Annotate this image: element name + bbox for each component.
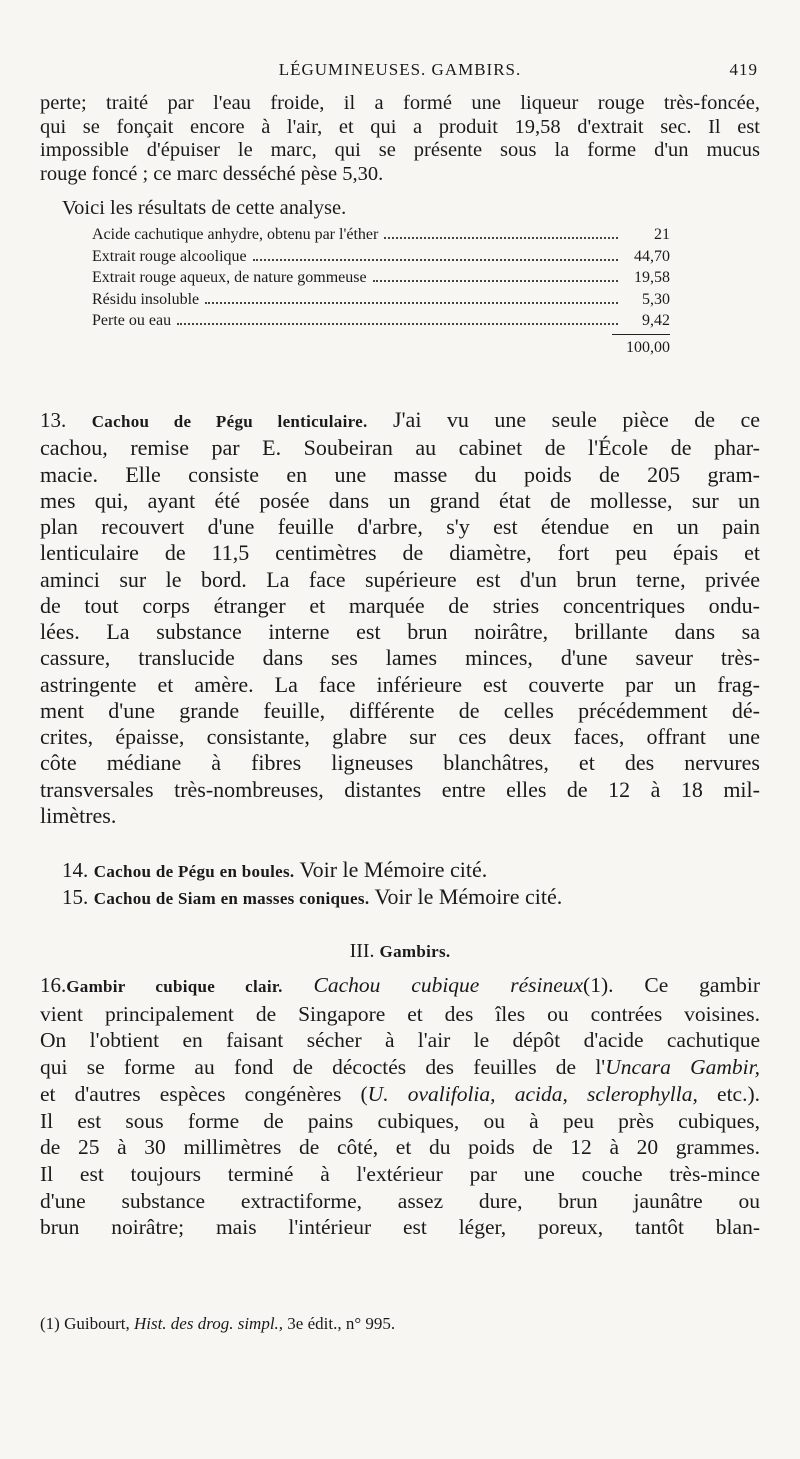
text-line: perte; traité par l'eau froide, il a formé une liqueur rouge très-foncée,	[40, 92, 760, 114]
section-14	[62, 858, 760, 884]
page-number: 419	[729, 60, 758, 79]
part-numeral: III.	[349, 940, 375, 962]
section-number: 15.	[62, 885, 89, 909]
section-title: Cachou de Siam en masses coniques.	[93, 889, 370, 908]
text-fragment: J'ai vu une seule pièce de ce	[393, 407, 760, 432]
section-number: 16.	[40, 973, 67, 997]
row-value: 9,42	[642, 312, 670, 329]
text-line: astringente et amère. La face inférieure est couverte par un frag-	[40, 671, 760, 697]
text-line: On l'obtient en faisant sécher à l'air le dépôt d'acide cachutique	[40, 1028, 760, 1053]
species-list: U. ovalifolia, acida, sclerophylla,	[367, 1081, 698, 1106]
text-line: rouge foncé ; ce marc desséché pèse 5,30.	[40, 162, 384, 185]
text-line: cassure, translucide dans ses lames minces, d'une saveur très-	[40, 645, 760, 671]
text-line: Il est toujours terminé à l'extérieur par une couche très-mince	[40, 1161, 760, 1186]
species-name: Uncara Gambir,	[605, 1055, 760, 1080]
part-title: Gambirs.	[379, 942, 451, 961]
text-line: brun noirâtre; mais l'intérieur est léger, poreux, tantôt blan-	[40, 1215, 760, 1240]
analysis-row	[92, 224, 670, 246]
text-line: mes qui, ayant été posée dans un grand état de mollesse, sur un	[40, 487, 760, 513]
text-line: impossible d'épuiser le marc, qui se présente sous la forme d'un mucus	[40, 139, 760, 162]
section-text: Voir le Mémoire cité.	[299, 857, 488, 882]
footnote-mark: (1)	[40, 1314, 60, 1333]
part-heading	[0, 940, 800, 963]
text-line: limètres.	[40, 802, 117, 828]
text-line: plan recouvert d'une feuille d'arbre, s'y est étendue en un pain	[40, 514, 760, 539]
leader-dots	[253, 259, 618, 261]
text-line: crites, épaisse, consistante, glabre sur ces deux faces, offrant une	[40, 724, 760, 749]
synonym: Cachou cubique résineux	[313, 973, 584, 997]
row-label: Extrait rouge alcoolique	[92, 247, 247, 265]
text-line: de tout corps étranger et marquée de stries concentriques ondu-	[40, 592, 760, 618]
leader-dots	[373, 280, 618, 282]
leader-dots	[384, 237, 618, 239]
analysis-table	[92, 224, 670, 358]
row-label: Acide cachutique anhydre, obtenu par l'éther	[92, 226, 379, 243]
text-line: qui se fonçait encore à l'air, et qui a produit 19,58 d'extrait sec. Il est	[40, 115, 760, 138]
text-line: ment d'une grande feuille, différente de celles précédemment dé-	[40, 697, 760, 723]
text-line: cachou, remise par E. Soubeiran au cabinet de l'École de phar-	[40, 435, 760, 461]
row-label: Extrait rouge aqueux, de nature gommeuse	[92, 269, 367, 286]
text-line	[40, 972, 760, 1001]
analysis-row	[92, 246, 670, 268]
section-text: Voir le Mémoire cité.	[374, 884, 563, 909]
text-line: de 25 à 30 millimètres de côté, et du poids de 12 à 20 grammes.	[40, 1135, 760, 1160]
text-fragment: etc.).	[697, 1081, 761, 1106]
text-line: Il est sous forme de pains cubiques, ou à peu près cubiques,	[40, 1108, 760, 1133]
row-label: Perte ou eau	[92, 312, 172, 329]
text-line: lées. La substance interne est brun noirâtre, brillante dans sa	[40, 619, 760, 644]
footnote-ref: (1)	[583, 973, 609, 997]
section-15	[62, 885, 760, 911]
text-line: côte médiane à fibres ligneuses blanchâtres, et des nervures	[40, 750, 760, 776]
analysis-row	[92, 289, 670, 311]
section-number: 14.	[62, 858, 89, 882]
text-line: transversales très-nombreuses, distantes entre elles de 12 à 18 mil-	[40, 776, 760, 802]
section-13	[40, 407, 760, 829]
results-intro: Voici les résultats de cette analyse.	[62, 197, 347, 219]
leader-dots	[177, 323, 618, 325]
text-line: aminci sur le bord. La face supérieure est d'un brun terne, privée	[40, 566, 760, 592]
text-line	[40, 1054, 760, 1081]
analysis-row	[92, 267, 670, 289]
section-title: Gambir cubique clair.	[66, 977, 283, 996]
text-fragment: qui se forme au fond de décoctés des feuilles de l'	[40, 1055, 606, 1080]
text-fragment: et d'autres espèces congénères (	[40, 1081, 368, 1106]
text-fragment: . Ce gambir	[608, 973, 760, 997]
leader-dots	[205, 302, 618, 304]
section-number: 13.	[40, 408, 67, 432]
section-title: Cachou de Pégu lenticulaire.	[91, 412, 368, 431]
row-value: 44,70	[634, 247, 670, 265]
row-label: Résidu insoluble	[92, 290, 200, 308]
row-value: 21	[654, 226, 670, 243]
section-title: Cachou de Pégu en boules.	[93, 862, 295, 881]
running-title: LÉGUMINEUSES. GAMBIRS.	[278, 60, 522, 79]
running-head	[40, 58, 760, 84]
row-value: 5,30	[642, 290, 670, 308]
footnote-author: Guibourt,	[64, 1314, 130, 1333]
analysis-total: 100,00	[626, 338, 670, 356]
text-line: lenticulaire de 11,5 centimètres de diamètre, fort peu épais et	[40, 540, 760, 566]
text-line: vient principalement de Singapore et des îles ou contrées voisines.	[40, 1001, 760, 1026]
text-line: d'une substance extractiforme, assez dure, brun jaunâtre ou	[40, 1188, 760, 1213]
text-line	[40, 1081, 760, 1108]
analysis-row	[92, 310, 670, 332]
footnote	[40, 1314, 760, 1334]
text-line	[40, 407, 760, 435]
section-16	[40, 972, 760, 1241]
total-rule	[612, 334, 670, 335]
row-value: 19,58	[634, 269, 670, 286]
text-line: macie. Elle consiste en une masse du poids de 205 gram-	[40, 461, 760, 487]
intro-paragraph	[40, 92, 760, 186]
footnote-edition: 3e édit., n° 995.	[287, 1314, 396, 1333]
footnote-work: Hist. des drog. simpl.,	[133, 1314, 284, 1333]
